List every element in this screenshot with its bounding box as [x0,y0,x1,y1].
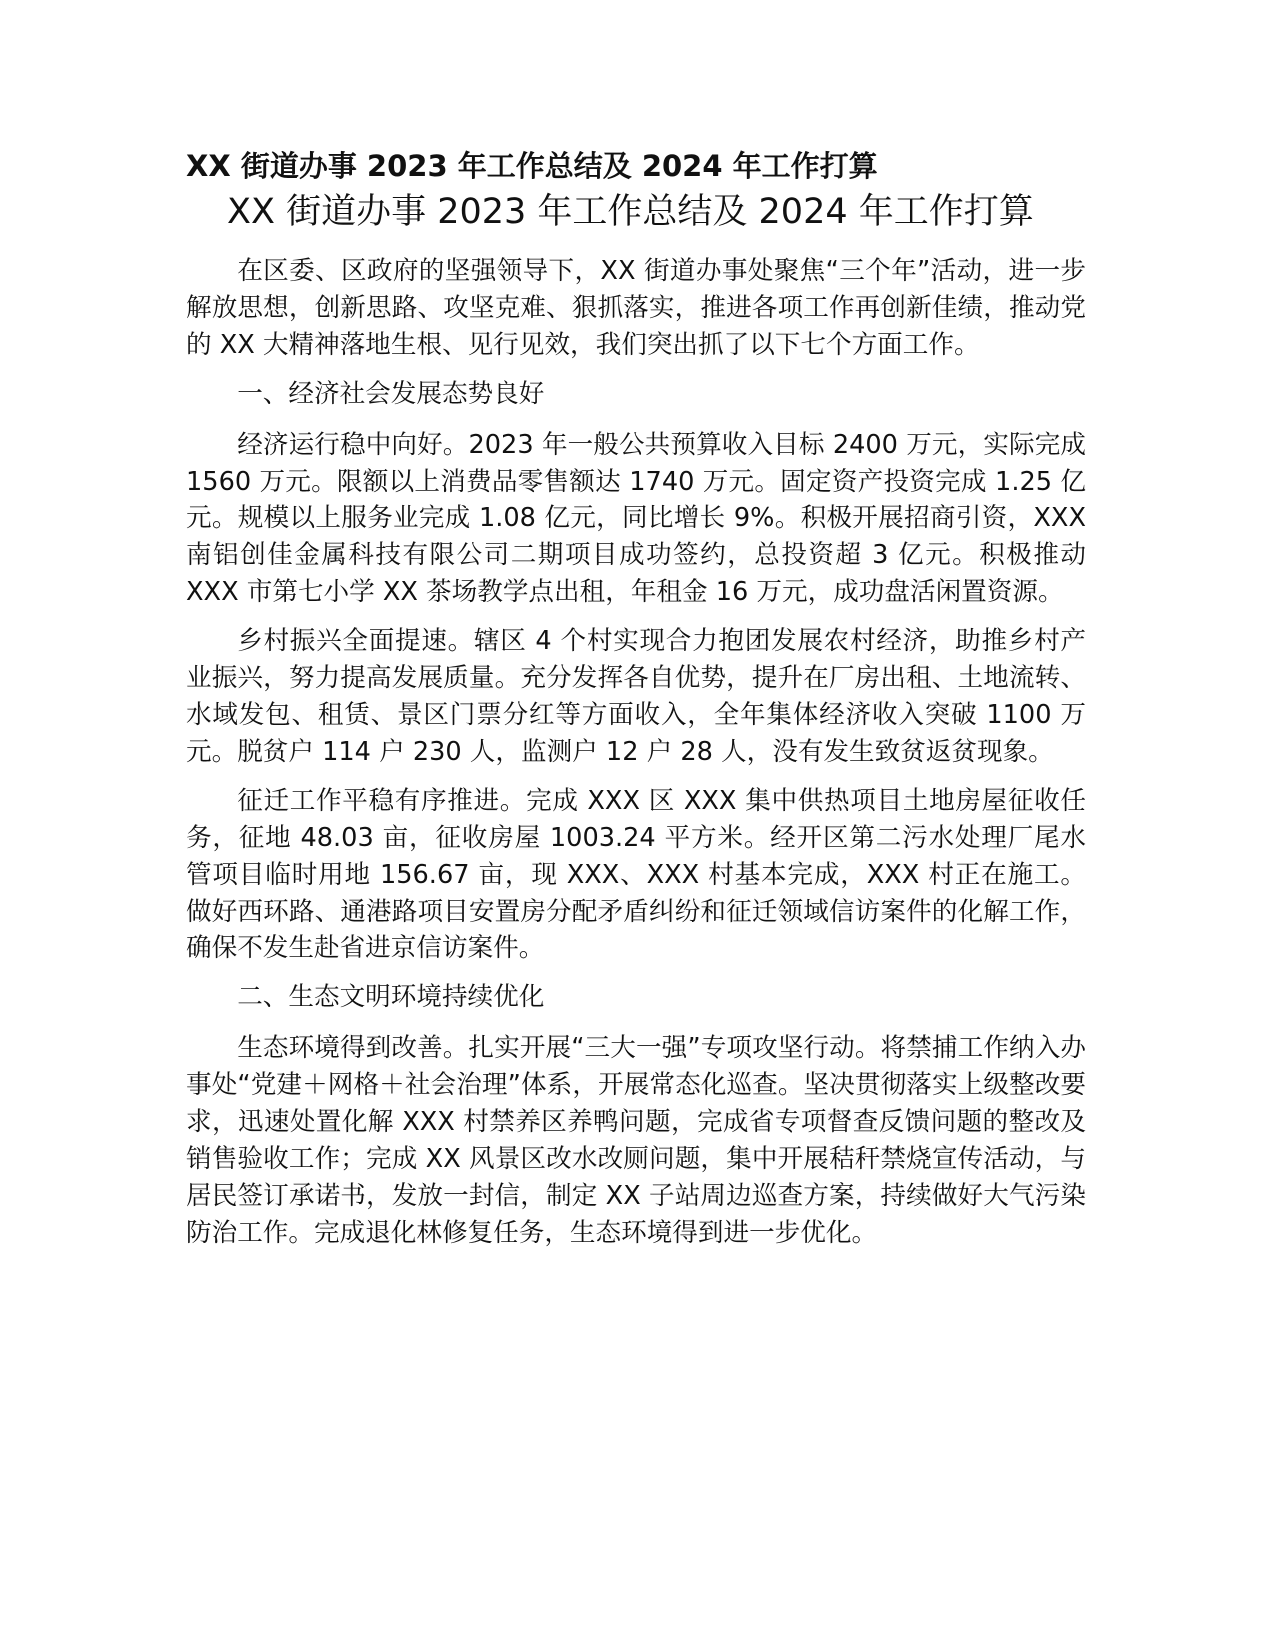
ecology-paragraph: 生态环境得到改善。扎实开展“三大一强”专项攻坚行动。将禁捕工作纳入办事处“党建＋网格＋社会治理”体系，开展常态化巡查。坚决贯彻落实上级整改要求，迅速处置化解 XXX 村禁养区养鸭问题，完成省专项督查反馈问题的整改及销售验收工作；完成 XX 风景区改水改厕问题，集中开展秸秆禁烧宣传活动，与居民签订承诺书，发放一封信，制定 XX 子站周边巡查方案，持续做好大气污染防治工作。完成退化林修复任务，生态环境得到进一步优化。 [186,1033,1086,1248]
economy-paragraph: 经济运行稳中向好。2023 年一般公共预算收入目标 2400 万元，实际完成 1560 万元。限额以上消费品零售额达 1740 万元。固定资产投资完成 1.25 亿元。规模以上服务业完成 1.08 亿元，同比增长 9%。积极开展招商引资，XXX 南铝创佳金属科技有限公司二期项目成功签约，总投资超 3 亿元。积极推动 XXX 市第七小学 XX 茶场教学点出租，年租金 16 万元，成功盘活闲置资源。 [186,429,1086,608]
section-heading-ecology: 二、生态文明环境持续优化 [237,982,545,1013]
document-header-title: XX 街道办事 2023 年工作总结及 2024 年工作打算 [186,149,878,183]
document-body [186,253,1086,1264]
rural-revitalization-paragraph: 乡村振兴全面提速。辖区 4 个村实现合力抱团发展农村经济，助推乡村产业振兴，努力提高发展质量。充分发挥各自优势，提升在厂房出租、土地流转、水域发包、租赁、景区门票分红等方面收入，全年集体经济收入突破 1100 万元。脱贫户 114 户 230 人，监测户 12 户 28 人，没有发生致贫返贫现象。 [186,626,1086,767]
document-title: XX 街道办事 2023 年工作总结及 2024 年工作打算 [227,192,1034,232]
land-acquisition-paragraph: 征迁工作平稳有序推进。完成 XXX 区 XXX 集中供热项目土地房屋征收任务，征地 48.03 亩，征收房屋 1003.24 平方米。经开区第二污水处理厂尾水管项目临时用地 156.67 亩，现 XXX、XXX 村基本完成，XXX 村正在施工。做好西环路、通港路项目安置房分配矛盾纠纷和征迁领域信访案件的化解工作，确保不发生赴省进京信访案件。 [186,785,1086,964]
section-heading-economy: 一、经济社会发展态势良好 [237,378,545,409]
intro-paragraph: 在区委、区政府的坚强领导下，XX 街道办事处聚焦“三个年”活动，进一步解放思想，创新思路、攻坚克难、狠抓落实，推进各项工作再创新佳绩，推动党的 XX 大精神落地生根、见行见效，我们突出抓了以下七个方面工作。 [186,256,1086,360]
